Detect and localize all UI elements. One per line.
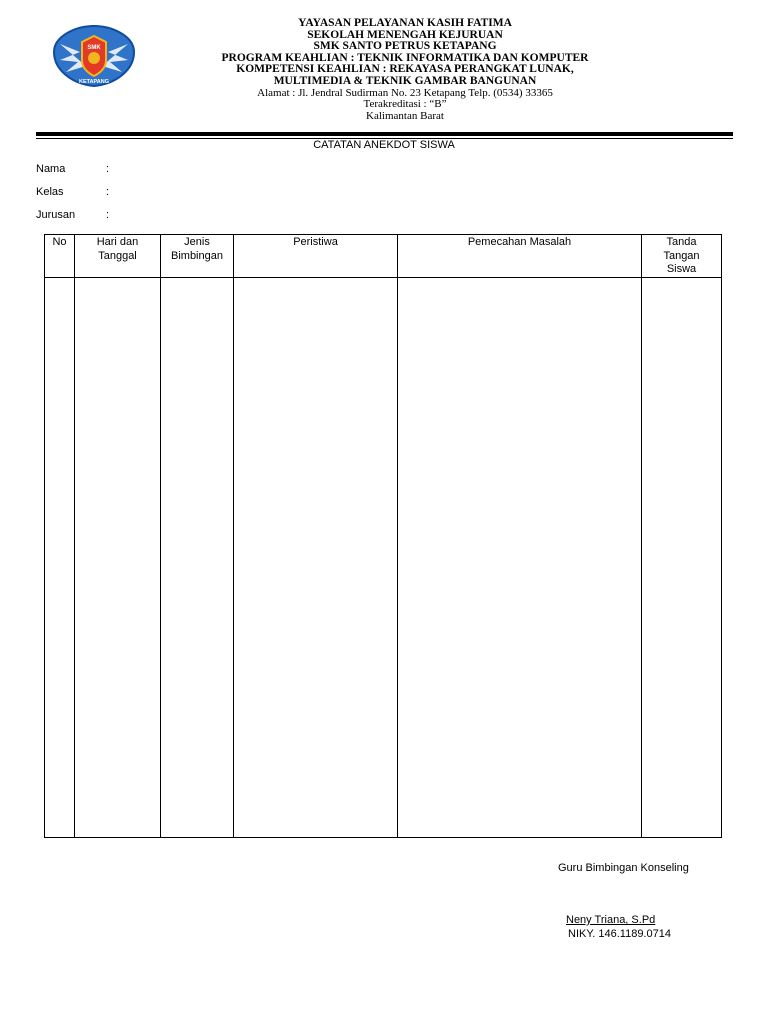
cell-solution[interactable] — [398, 277, 642, 837]
counselor-name: Neny Triana, S.Pd — [566, 914, 656, 926]
foundation-name: YAYASAN PELAYANAN KASIH FATIMA — [298, 17, 512, 29]
letterhead — [170, 18, 640, 122]
field-kelas — [36, 186, 110, 198]
school-type: SEKOLAH MENENGAH KEJURUAN — [307, 28, 503, 41]
header-divider-thick — [36, 132, 733, 136]
logo-bottom-text: KETAPANG — [78, 79, 110, 85]
table-row — [45, 277, 722, 837]
accreditation-line: Terakreditasi : “B” — [363, 98, 447, 111]
cell-event[interactable] — [234, 277, 398, 837]
field-colon: : — [106, 209, 110, 221]
logo-top-text: SMK — [87, 45, 101, 51]
school-name: SMK SANTO PETRUS KETAPANG — [313, 40, 497, 53]
address-line: Alamat : Jl. Jendral Sudirman No. 23 Ketapang Telp. (0534) 33365 — [257, 86, 553, 99]
field-colon: : — [106, 186, 110, 198]
competency-line-1: KOMPETENSI KEAHLIAN : REKAYASA PERANGKAT LUNAK, — [236, 63, 574, 76]
counselor-role: Guru Bimbingan Konseling — [558, 862, 689, 874]
field-nama — [36, 163, 110, 175]
table-header-row — [45, 235, 722, 278]
col-header-date: Hari dan Tanggal — [75, 235, 161, 278]
field-label-nama: Nama — [36, 163, 66, 175]
cell-guidance-type[interactable] — [161, 277, 234, 837]
col-header-event: Peristiwa — [234, 235, 398, 278]
col-header-no: No — [45, 235, 75, 278]
col-header-guidance-type: Jenis Bimbingan — [161, 235, 234, 278]
cell-signature[interactable] — [642, 277, 722, 837]
program-line: PROGRAM KEAHLIAN : TEKNIK INFORMATIKA DAN KOMPUTER — [221, 51, 589, 64]
field-colon: : — [106, 163, 110, 175]
document-title: CATATAN ANEKDOT SISWA — [313, 139, 455, 151]
competency-line-2: MULTIMEDIA & TEKNIK GAMBAR BANGUNAN — [273, 74, 537, 87]
counselor-id: NIKY. 146.1189.0714 — [568, 928, 671, 940]
cell-no[interactable] — [45, 277, 75, 837]
field-label-kelas: Kelas — [36, 186, 64, 198]
cell-date[interactable] — [75, 277, 161, 837]
field-jurusan — [36, 209, 110, 221]
school-logo — [50, 22, 138, 90]
col-header-solution: Pemecahan Masalah — [398, 235, 642, 278]
field-label-jurusan: Jurusan — [36, 209, 76, 221]
col-header-signature: Tanda Tangan Siswa — [642, 235, 722, 278]
province-line: Kalimantan Barat — [366, 109, 444, 122]
anecdote-table — [44, 234, 722, 838]
